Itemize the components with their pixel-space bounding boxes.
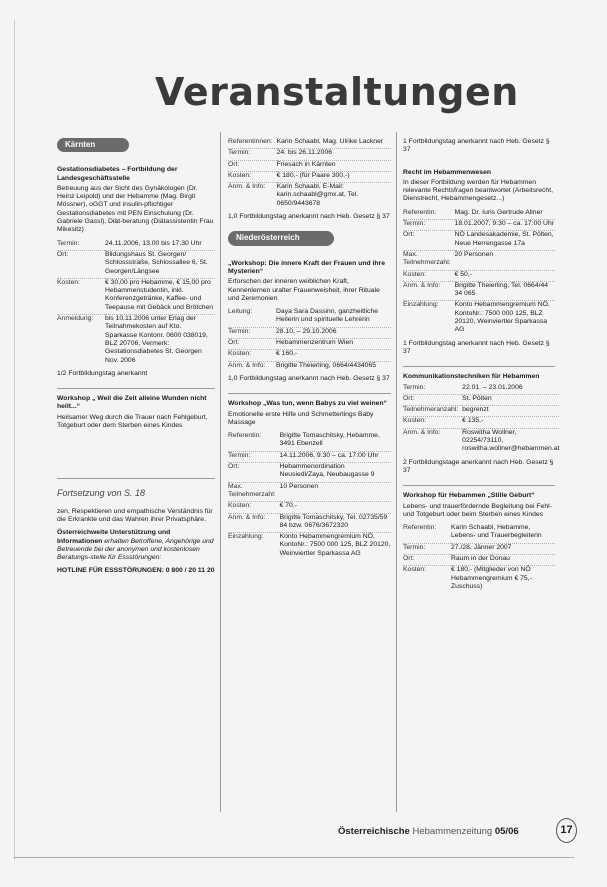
event-description: Erforschen der inneren weiblichen Kraft, Kennenlernen uralter Frauenweisheit, ihrer Rituale und Zeremonien bbox=[228, 278, 380, 302]
detail-key: Anmeldung: bbox=[57, 315, 94, 323]
event-description: Lebens- und trauerfördernde Begleitung bei Fehl- und Totgeburt oder beim Sterben eines Kindes bbox=[403, 502, 552, 518]
detail-row bbox=[228, 160, 391, 171]
detail-value: € 135,- bbox=[462, 417, 559, 428]
detail-key: Termin: bbox=[403, 543, 451, 554]
italic-phrase: erhalten Betroffene, Angehörige und Betreuende bei der anonymen und kostenlosen Beratungs-stelle für Essstörungen: bbox=[57, 537, 214, 562]
detail-row bbox=[403, 524, 555, 543]
detail-value: NÖ Landesakademie, St. Pölten, Neue Herrengasse 17a bbox=[455, 231, 555, 251]
detail-row bbox=[228, 482, 391, 502]
detail-row bbox=[403, 270, 555, 281]
detail-key: Referentinnen: bbox=[228, 138, 277, 149]
detail-value: 10 Personen bbox=[280, 482, 391, 502]
event-details bbox=[57, 240, 215, 367]
detail-row bbox=[403, 566, 555, 593]
continuation-label: Fortsetzung von S. 18 bbox=[57, 488, 146, 499]
event-title: Workshop für Hebammen „Stille Geburt“ bbox=[403, 492, 535, 500]
detail-row bbox=[228, 451, 391, 462]
hotline: HOTLINE FÜR ESSSTÖRUNGEN: 0 800 / 20 11 20 bbox=[57, 567, 215, 575]
detail-key: Termin: bbox=[403, 220, 455, 231]
event-title: Workshop „Was tun, wenn Babys zu viel weinen“ bbox=[228, 400, 387, 408]
detail-value: 20 Personen bbox=[455, 250, 555, 270]
detail-row bbox=[403, 394, 559, 405]
accreditation-note: 1 Fortbildungstag anerkannt nach Heb. Gesetz § 37 bbox=[403, 339, 550, 355]
detail-value: € 160,- bbox=[276, 350, 391, 361]
detail-value: 28.10. – 29.10.2006 bbox=[276, 327, 391, 338]
detail-key: Termin: bbox=[228, 451, 280, 462]
detail-key: Kosten: bbox=[228, 350, 276, 361]
detail-value: Karin Schaabl, E-Mail: karin.schaabl@gmx.at, Tel. 0650/9443678 bbox=[276, 183, 359, 207]
detail-key: Referentin: bbox=[228, 432, 280, 451]
detail-value: Roswitha Wollner, 02254/73110, roswitha.wollner@hebammen.at bbox=[462, 428, 560, 453]
detail-value: 27./28. Jänner 2007 bbox=[451, 543, 555, 554]
divider bbox=[57, 478, 215, 479]
detail-value: € 50,- bbox=[455, 270, 555, 281]
detail-value: € 30,00 pro Hebamme, € 15,00 pro Hebammenstudentin, inkl. Konferenzgetränke, Kaffee- und Teepause mit Gebäck und Brötchen bbox=[105, 278, 215, 314]
detail-row bbox=[228, 463, 391, 483]
detail-row bbox=[403, 231, 555, 251]
event-title: Workshop „ Weil die Zeit alleine Wunden nicht heilt...“ bbox=[57, 395, 207, 411]
detail-value: 24. bis 26.11.2006 bbox=[277, 149, 391, 160]
detail-row bbox=[228, 339, 391, 350]
divider bbox=[403, 485, 555, 486]
bold-phrase: Österreichweite Unterstützung und Informationen bbox=[57, 529, 171, 545]
detail-value: € 70,- bbox=[280, 502, 391, 513]
detail-value: Karin Schaabl, Mag. Ulrike Lackner bbox=[277, 138, 391, 149]
detail-row bbox=[403, 281, 555, 301]
footer-publication-name: Österreichische bbox=[338, 826, 410, 837]
detail-key: Termin: bbox=[403, 384, 462, 395]
detail-key: Kosten: bbox=[403, 566, 427, 574]
detail-row bbox=[403, 417, 559, 428]
event-details bbox=[403, 209, 555, 337]
event-description: In dieser Fortbildung werden für Hebammen relevante Rechtsfragen beantwortet (Arbeitsrecht, Dienstrecht, Hebammengesetz...) bbox=[403, 178, 553, 203]
detail-row bbox=[228, 502, 391, 513]
detail-key: Max. Teilnehmerzahl: bbox=[228, 482, 280, 502]
event-details bbox=[403, 384, 559, 456]
detail-value: 14.11.2006, 9:30 – ca. 17:00 Uhr bbox=[280, 451, 391, 462]
detail-row bbox=[57, 240, 215, 251]
detail-row bbox=[228, 350, 391, 361]
detail-value: 22.01. – 23.01.2006 bbox=[462, 384, 559, 395]
event-title: Gestationsdiabetes – Fortbildung der Landesgeschäftsstelle bbox=[57, 166, 178, 182]
column-1 bbox=[57, 138, 215, 576]
article-paragraph: zen, Respektieren und empathische Verständnis für die Erkrankte und das Wahren ihrer Privatsphäre. bbox=[57, 507, 213, 523]
footer-issue: 05/06 bbox=[492, 826, 519, 837]
detail-row bbox=[228, 432, 391, 451]
page-title: Veranstaltungen bbox=[155, 70, 519, 114]
detail-key: Ort: bbox=[228, 463, 280, 483]
page-number: 17 bbox=[556, 818, 577, 843]
detail-row bbox=[403, 250, 555, 270]
detail-row bbox=[403, 428, 559, 455]
detail-key: Kosten: bbox=[403, 417, 462, 428]
detail-key: Anm. & Info: bbox=[228, 513, 280, 533]
detail-value: Mag. Dr. Iuris Gertrude Allner bbox=[455, 209, 555, 220]
accreditation-note: 1,0 Fortbildungstag anerkannt nach Heb. Gesetz § 37 bbox=[228, 213, 390, 221]
accreditation-note: 1/2 Fortbildungstag anerkannt bbox=[57, 369, 148, 377]
detail-row bbox=[228, 171, 391, 182]
detail-row bbox=[57, 315, 215, 367]
article-paragraph bbox=[57, 529, 215, 562]
accreditation-note: 2 Fortbildungstage anerkannt nach Heb. Gesetz § 37 bbox=[403, 458, 554, 474]
detail-key: Ort: bbox=[403, 394, 462, 405]
footer-publication-subtitle: Hebammenzeitung bbox=[409, 826, 493, 837]
detail-key: Ort: bbox=[228, 339, 276, 350]
detail-key: Termin: bbox=[57, 240, 105, 251]
detail-key: Anm. & Info: bbox=[403, 428, 441, 436]
accreditation-note: 1,0 Fortbildungstag anerkannt nach Heb. Gesetz § 37 bbox=[228, 374, 390, 382]
detail-row bbox=[228, 533, 391, 560]
detail-key: Ort: bbox=[403, 554, 451, 565]
detail-key: Anm. & Info: bbox=[403, 281, 455, 301]
detail-row bbox=[403, 384, 559, 395]
bottom-rule bbox=[14, 857, 574, 858]
detail-key: Einzahlung: bbox=[228, 533, 264, 541]
detail-key: Kosten: bbox=[403, 270, 455, 281]
detail-key: Kosten: bbox=[228, 171, 277, 182]
event-title: Kommunikationstechniken für Hebammen bbox=[403, 373, 540, 381]
accreditation-note: 1 Fortbildungstag anerkannt nach Heb. Gesetz § 37 bbox=[403, 138, 550, 154]
column-3 bbox=[403, 136, 560, 596]
detail-key: Max. Teilnehmerzahl: bbox=[403, 250, 455, 270]
region-label-kaernten: Kärnten bbox=[57, 138, 129, 152]
detail-row bbox=[228, 138, 391, 149]
event-details bbox=[403, 524, 555, 593]
detail-key: Teilnehmeranzahl: bbox=[403, 406, 462, 417]
detail-key: Anm. & Info: bbox=[228, 183, 266, 191]
detail-value: Hebammenzentrum Wien bbox=[276, 339, 391, 350]
detail-key: Referentin: bbox=[403, 524, 451, 543]
detail-key: Ort: bbox=[57, 250, 105, 278]
detail-value: Brigitte Tomaschitsky, Tel. 02735/59 84 bzw. 0676/3672320 bbox=[280, 513, 391, 533]
detail-key: Kosten: bbox=[57, 278, 105, 314]
detail-key: Ort: bbox=[403, 231, 455, 251]
page-edge-line bbox=[14, 20, 15, 860]
magazine-footer bbox=[338, 826, 519, 837]
detail-value: Friesach in Kärnten bbox=[277, 160, 391, 171]
detail-key: Termin: bbox=[228, 327, 276, 338]
detail-value: Daya Sara Dassinn, ganzheitliche Heilerin und spirituelle Lehrerin bbox=[276, 308, 391, 327]
detail-row bbox=[403, 209, 555, 220]
detail-key: Termin: bbox=[228, 149, 277, 160]
detail-row bbox=[228, 183, 391, 210]
detail-row bbox=[228, 308, 391, 327]
event-title: „Workshop: Die innere Kraft der Frauen und ihre Mysterien“ bbox=[228, 259, 385, 275]
event-description: Emotionelle erste Hilfe und Schmetterlings Baby Massage bbox=[228, 410, 374, 426]
detail-value: Konto Hebammengremium NÖ, KontoNr.: 7500 000 125, BLZ 20120, Weinviertler Sparkassa AG bbox=[454, 301, 550, 334]
detail-row bbox=[228, 361, 391, 372]
detail-value: Karin Schaabl, Hebamme, Lebens- und Trauerbegleiterin bbox=[451, 524, 555, 543]
divider bbox=[57, 388, 215, 389]
detail-key: Einzahlung: bbox=[403, 301, 439, 309]
detail-value: Konto Hebammengremium NÖ, KontoNr.: 7500 000 125, BLZ 20120, Weinviertler Sparkassa AG bbox=[279, 533, 391, 557]
detail-row bbox=[403, 554, 555, 565]
detail-row bbox=[403, 543, 555, 554]
detail-value: begrenzt bbox=[462, 406, 559, 417]
detail-value: € 180,- (Mitglieder von NÖ Hebammengremium € 75,- Zuschuss) bbox=[451, 566, 532, 590]
detail-value: 18.01.2007, 9:30 – ca. 17:00 Uhr bbox=[455, 220, 555, 231]
detail-row bbox=[228, 149, 391, 160]
detail-value: Bildungshaus St. Georgen/ Schlossstraße, Schlossallee 6, St. Georgen/Längsee bbox=[105, 250, 215, 278]
detail-value: Brigitte Tomaschitsky, Hebamme, 3491 Ebenzell bbox=[280, 432, 391, 451]
detail-key: Leitung: bbox=[228, 308, 276, 327]
event-details bbox=[228, 432, 391, 560]
region-label-niederoesterreich: Niederösterreich bbox=[228, 231, 334, 245]
detail-key: Referentin: bbox=[403, 209, 455, 220]
detail-row bbox=[403, 406, 559, 417]
detail-value: Raum in der Donau bbox=[451, 554, 555, 565]
column-divider bbox=[396, 132, 397, 812]
event-title: Recht im Hebammenwesen bbox=[403, 168, 492, 176]
detail-row bbox=[57, 278, 215, 314]
detail-value: St. Pölten bbox=[462, 394, 559, 405]
divider bbox=[228, 393, 391, 394]
event-details bbox=[228, 308, 391, 372]
detail-value: € 180,- (für Paare 300,-) bbox=[277, 171, 391, 182]
event-details bbox=[228, 138, 391, 210]
column-divider bbox=[220, 132, 221, 812]
detail-key: Kosten: bbox=[228, 502, 280, 513]
detail-value: 24.11.2006, 13.00 bis 17.30 Uhr bbox=[105, 240, 215, 251]
detail-value: bis 10.11.2006 unter Erlag der Teilnahmekosten auf Kto. Sparkasse Kontonr. 0600 038019, BLZ 20706, Vermerk: Gestationsdiabetes St. Georgen Nov. 2006 bbox=[105, 315, 208, 364]
detail-row bbox=[403, 220, 555, 231]
detail-key: Ort: bbox=[228, 160, 277, 171]
divider bbox=[403, 366, 555, 367]
event-description: Heilsamer Weg durch die Trauer nach Fehlgeburt, Totgeburt oder dem Sterben eines Kindes bbox=[57, 413, 208, 430]
detail-value: Brigitte Theierling, Tel. 0664/44 34 065 bbox=[455, 281, 555, 301]
detail-row bbox=[228, 327, 391, 338]
event-description: Betreuung aus der Sicht des Gynäkologen (Dr. Heinz Leipold) und der Hebamme (Mag. Birgit Mössner), oGGT und insulin-pflichtiger Gestationsdiabetes mit PEN Einschulung (Dr. Gabriele Gassl), Diät-beratung (Diätassistentin Frau Mikesitz) bbox=[57, 184, 214, 234]
detail-value: Brigitte Theierling, 0664/4434065 bbox=[276, 361, 377, 369]
detail-key: Anm. & Info: bbox=[228, 361, 266, 369]
detail-value: Hebammenordination Neusiedl/Zaya, Neubaugasse 9 bbox=[280, 463, 391, 483]
detail-row bbox=[403, 301, 555, 337]
detail-row bbox=[228, 513, 391, 533]
column-2 bbox=[228, 136, 391, 563]
detail-row bbox=[57, 250, 215, 278]
